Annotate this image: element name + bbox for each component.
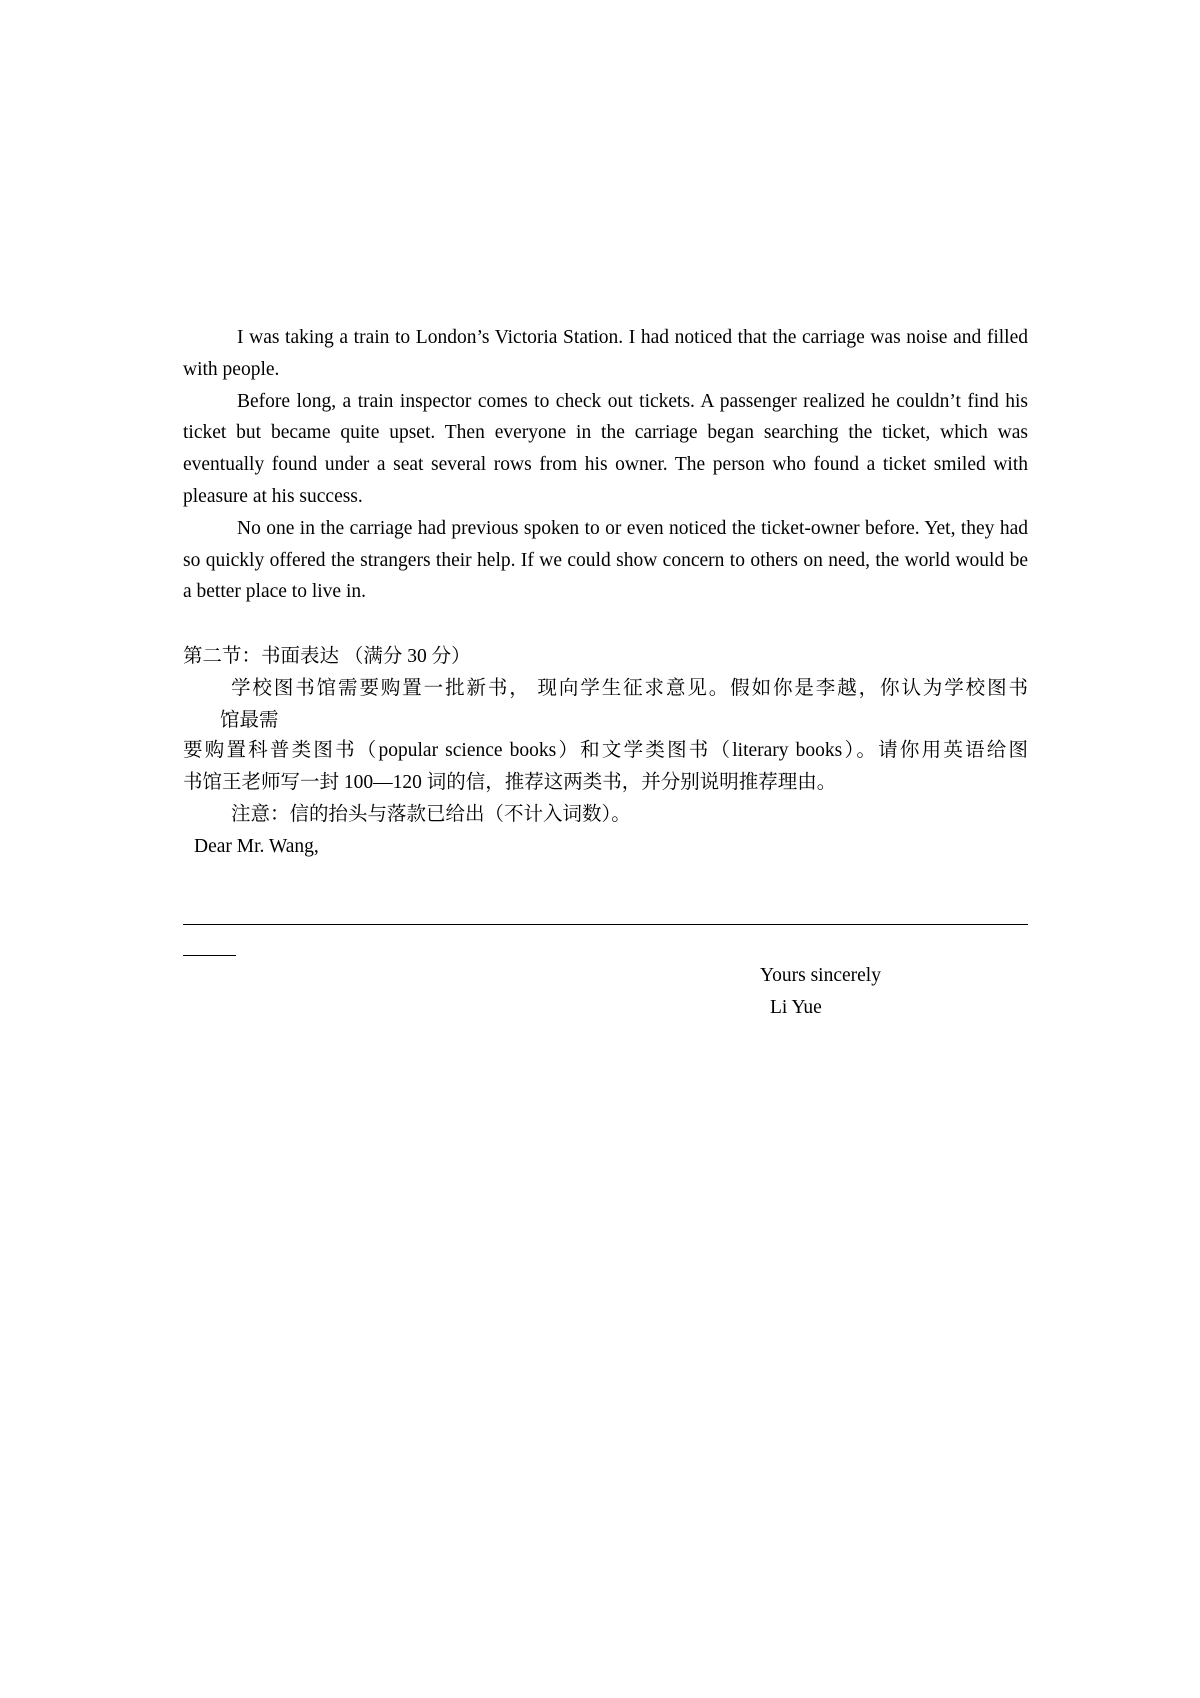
- instruction-line-1: 学校图书馆需要购置一批新书， 现向学生征求意见。假如你是李越，你认为学校图书: [231, 678, 1028, 699]
- letter-signature: Li Yue: [770, 997, 822, 1018]
- section-title: 第二节：书面表达 （满分 30 分）: [183, 646, 471, 667]
- passage-paragraph-3: No one in the carriage had previous spoken to or even noticed the ticket-owner before. Yet, they had so quickly offered the strangers their help. If we could show concern to others on need, the world would be a better place to live in.: [183, 517, 1028, 603]
- letter-closing: Yours sincerely: [760, 965, 881, 986]
- passage-paragraph-1: I was taking a train to London’s Victoria Station. I had noticed that the carriage was noise and filled with people.: [183, 327, 1028, 380]
- instruction-line-1b: 馆最需: [220, 710, 279, 731]
- passage-paragraph-2: Before long, a train inspector comes to check out tickets. A passenger realized he couldn’t find his ticket but became quite upset. Then everyone in the carriage began searching the ticket, which was eventually found under a seat several rows from his owner. The person who found a ticket smiled with pleasure at his success.: [183, 390, 1028, 507]
- instruction-note: 注意：信的抬头与落款已给出（不计入词数）。: [231, 804, 631, 825]
- instruction-line-2: 要购置科普类图书（popular science books）和文学类图书（literary books）。请你用英语给图: [183, 740, 1028, 761]
- answer-line-short: [183, 955, 236, 956]
- cloze-passage: [183, 322, 1028, 608]
- instruction-line-3: 书馆王老师写一封 100—120 词的信，推荐这两类书，并分别说明推荐理由。: [183, 772, 837, 793]
- letter-greeting: Dear Mr. Wang,: [194, 836, 319, 857]
- answer-line: [183, 924, 1028, 925]
